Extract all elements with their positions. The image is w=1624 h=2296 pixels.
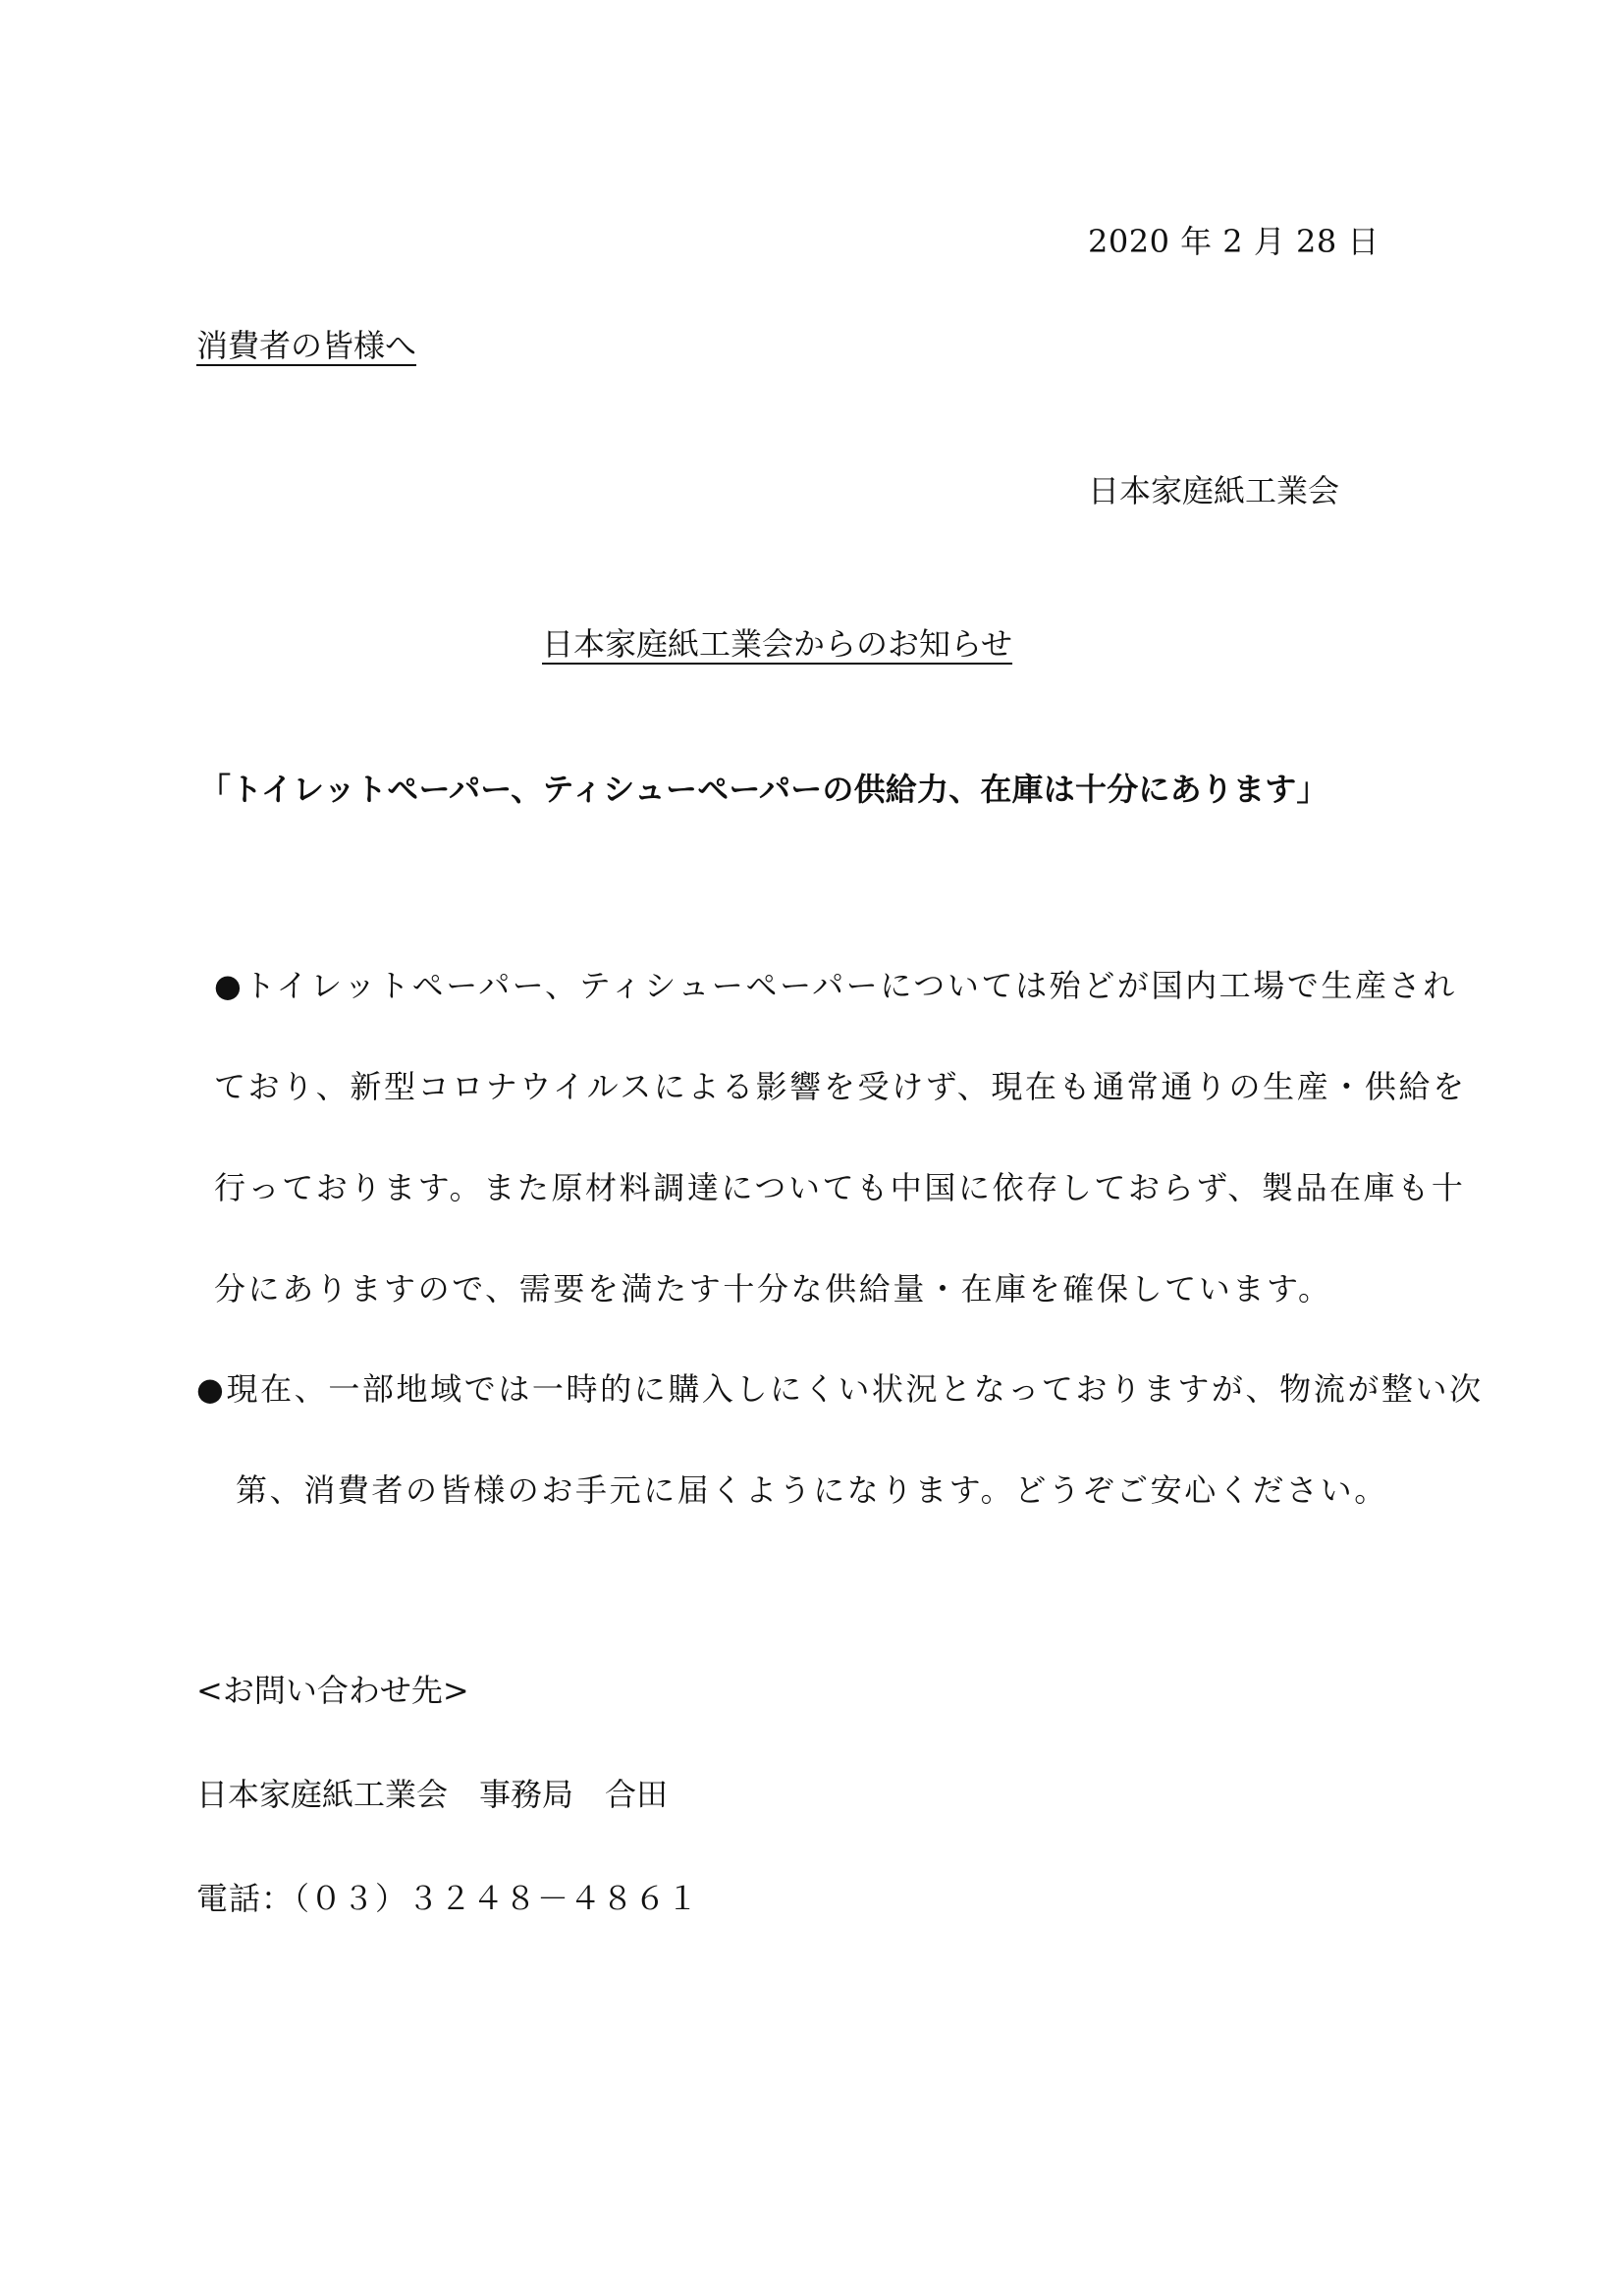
notice-title: 日本家庭紙工業会からのお知らせ	[542, 625, 1013, 663]
headline: 「トイレットペーパー、ティシューペーパーの供給力、在庫は十分にあります」	[199, 771, 1328, 808]
body-line: ており、新型コロナウイルスによる影響を受けず、現在も通常通りの生産・供給を	[214, 1068, 1467, 1105]
contact-heading: <お問い合わせ先>	[196, 1672, 469, 1709]
body-line: 行っております。また原材料調達についても中国に依存しておらず、製品在庫も十	[214, 1169, 1466, 1206]
addressee: 消費者の皆様へ	[196, 327, 417, 364]
contact-organization: 日本家庭紙工業会 事務局 合田	[196, 1776, 669, 1813]
body-line: 第、消費者の皆様のお手元に届くようになります。どうぞご安心ください。	[236, 1471, 1388, 1509]
contact-phone: 電話：（０３）３２４８－４８６１	[196, 1880, 700, 1917]
body-line: 分にありますので、需要を満たす十分な供給量・在庫を確保しています。	[214, 1270, 1332, 1308]
body-line: ●現在、一部地域では一時的に購入しにくい状況となっておりますが、物流が整い次	[196, 1370, 1484, 1408]
document-date: 2020 年 2 月 28 日	[1088, 223, 1380, 260]
body-line: ●トイレットペーパー、ティシューペーパーについては殆どが国内工場で生産され	[214, 967, 1457, 1004]
sender-organization: 日本家庭紙工業会	[1088, 472, 1340, 509]
